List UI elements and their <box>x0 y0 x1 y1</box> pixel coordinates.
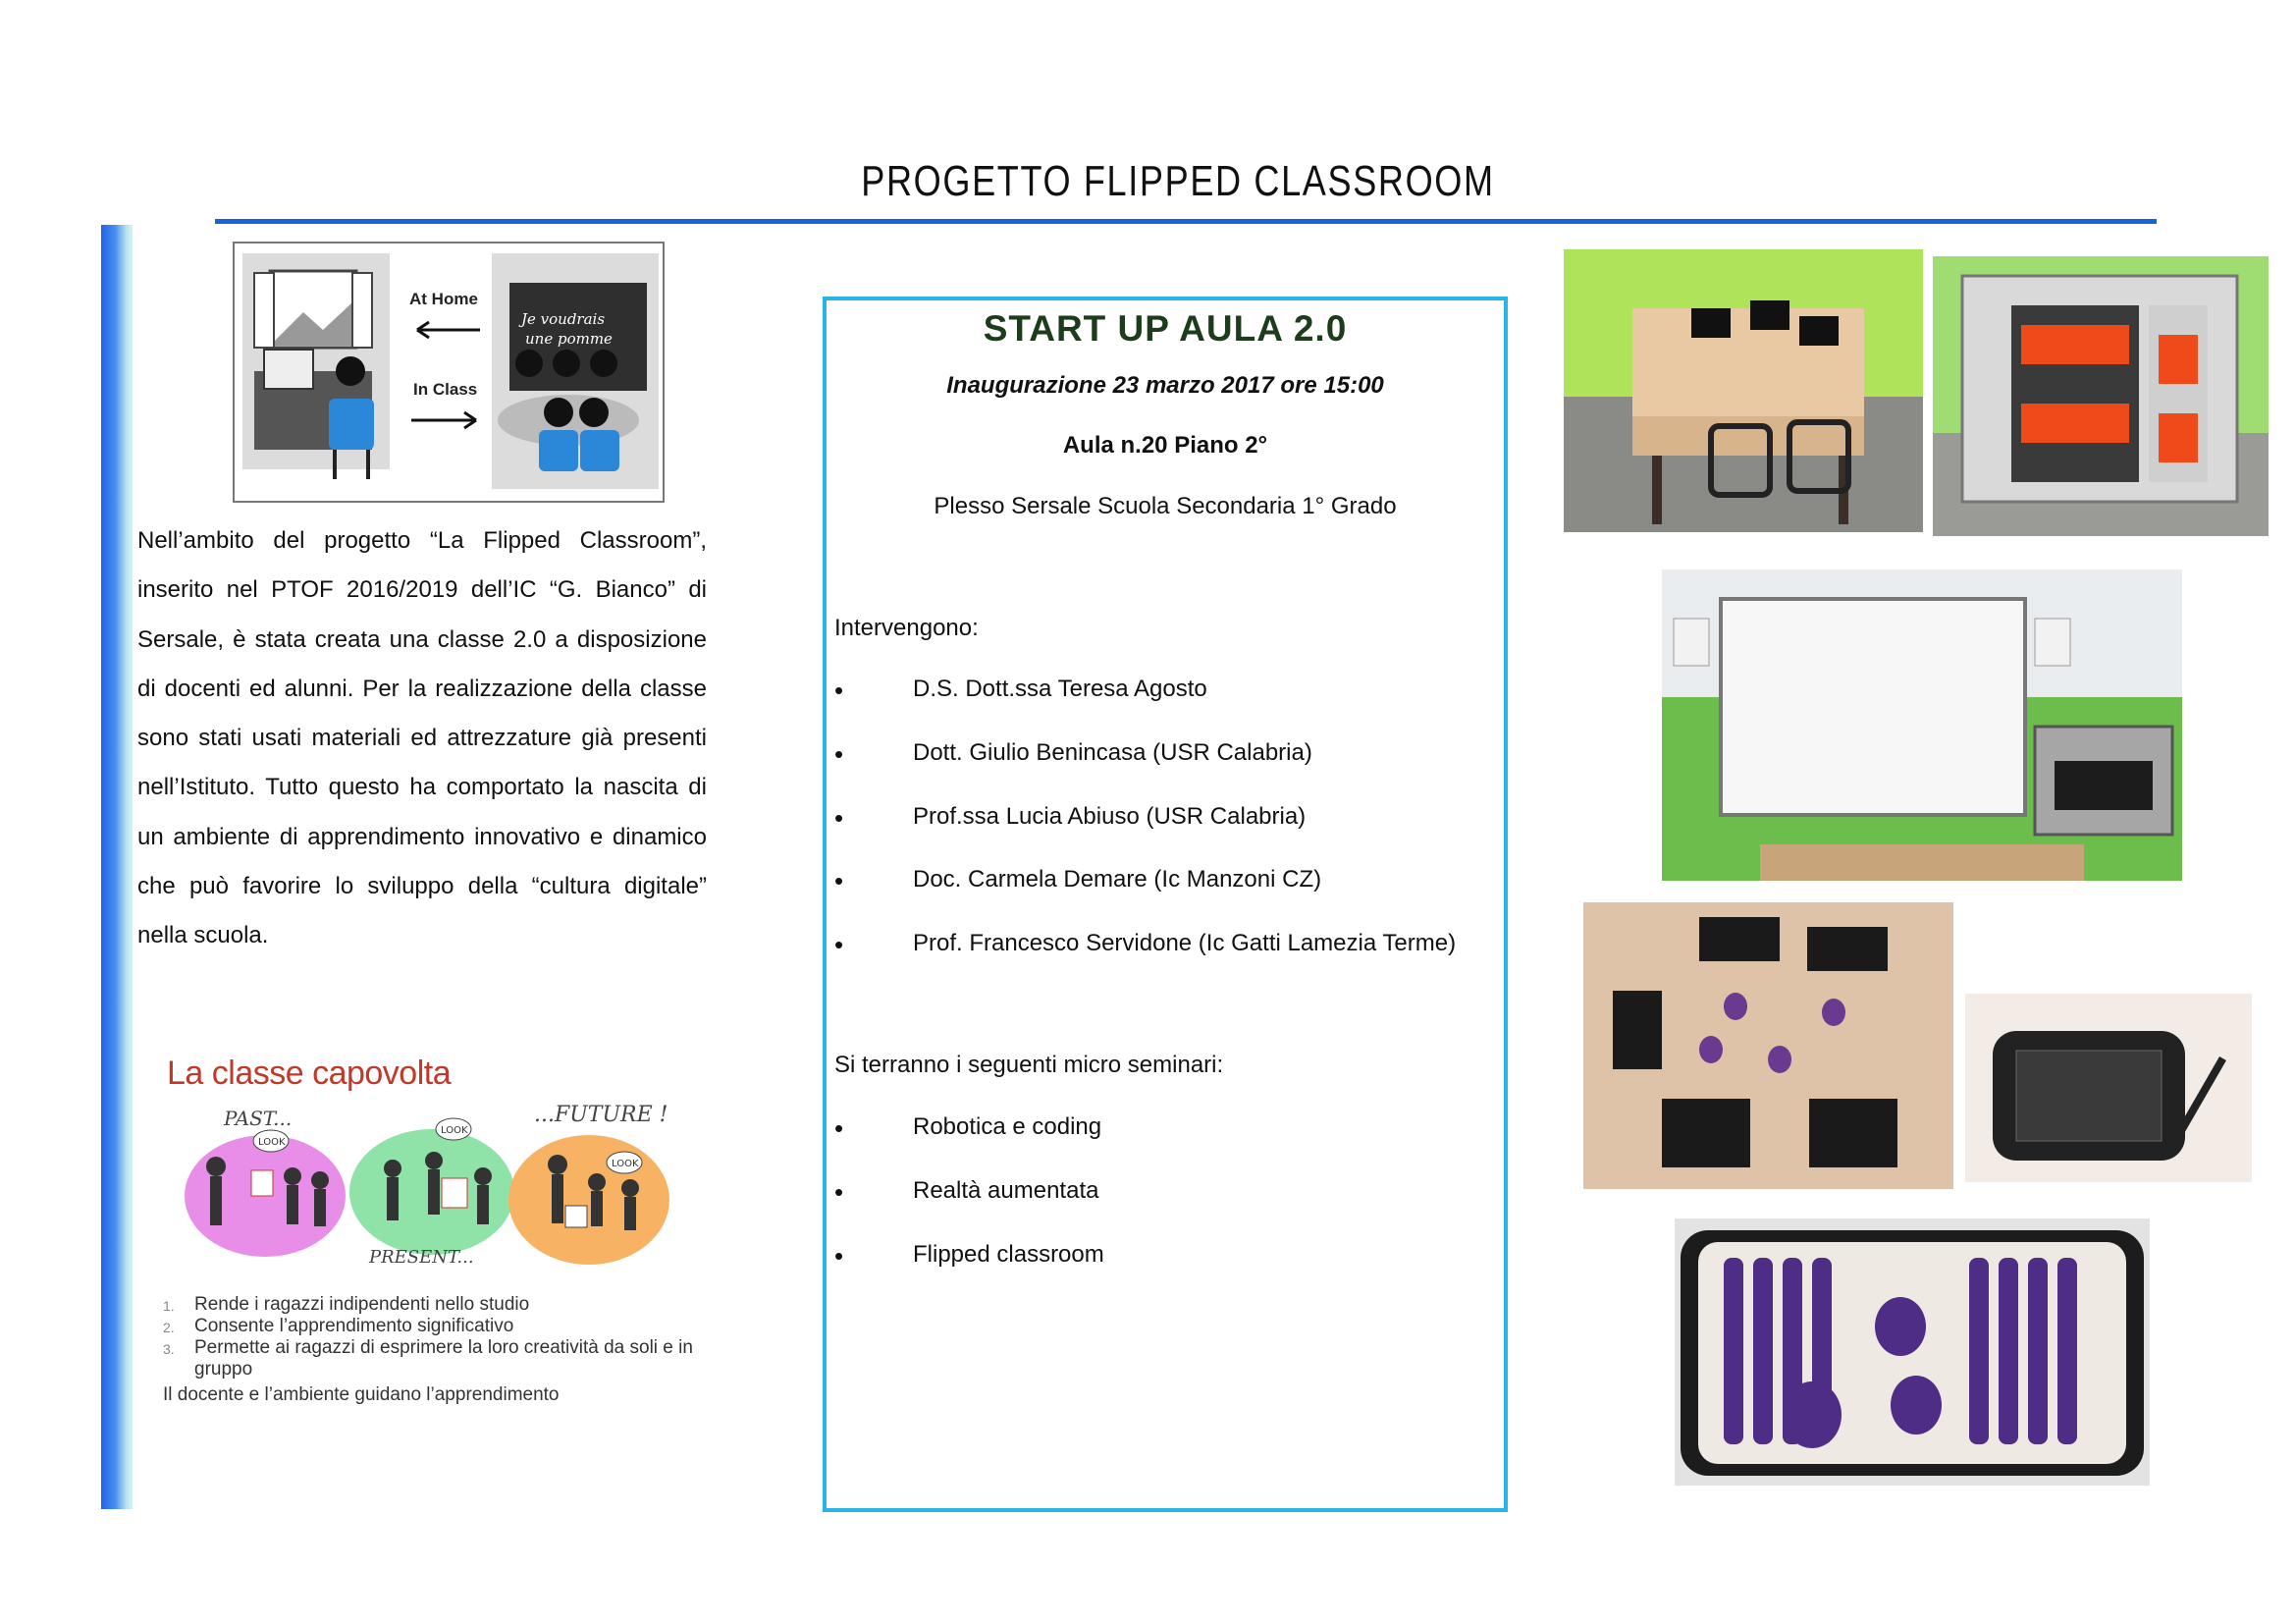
list-item: 1. Rende i ragazzi indipendenti nello studio <box>163 1294 530 1315</box>
list-item: 2. Consente l’apprendimento significativo <box>163 1316 514 1336</box>
past-label: PAST... <box>224 1107 293 1130</box>
at-home-label: At Home <box>409 290 478 308</box>
photo-classroom-desks <box>1564 249 1923 532</box>
present-label: PRESENT... <box>369 1247 474 1268</box>
photo-netbooks-and-robots <box>1583 902 1953 1189</box>
event-heading: START UP AULA 2.0 <box>983 308 1348 349</box>
event-plesso: Plesso Sersale Scuola Secondaria 1° Grado <box>934 493 1397 519</box>
decorative-side-bar <box>101 225 133 1509</box>
flipped-diagram-image <box>233 242 665 503</box>
svg-text:LOOK: LOOK <box>612 1159 639 1169</box>
svg-text:Je voudrais: Je voudrais <box>521 310 606 328</box>
capovolta-title: La classe capovolta <box>167 1055 452 1092</box>
event-room: Aula n.20 Piano 2° <box>1062 432 1268 459</box>
capovolta-benefits-list <box>163 1294 693 1406</box>
past-present-future-cartoon <box>177 1098 677 1278</box>
intro-paragraph: Nell’ambito del progetto “La Flipped Classroom”, inserito nel PTOF 2016/2019 dell’IC “G. Bianco” di Sersale, è stata creata una classe 2.0 a disposizione di docenti ed alunni. Per la realizzazione della classe sono stati usati materiali ed attrezzature già presenti nell’Istituto. Tutto questo ha comportato la nascita di un ambiente di apprendimento innovativo e dinamico che può favorire lo sviluppo della “cultura digitale” nella scuola. <box>137 527 707 949</box>
photo-robot-kit-case <box>1675 1218 2150 1486</box>
page-title: PROGETTO FLIPPED CLASSROOM <box>861 157 1495 205</box>
event-date: Inaugurazione 23 marzo 2017 ore 15:00 <box>946 372 1384 399</box>
photo-charging-cabinet <box>1933 256 2269 536</box>
title-underline <box>215 219 2157 224</box>
seminars-label: Si terranno i seguenti micro seminari: <box>834 1052 1224 1078</box>
svg-text:une pomme: une pomme <box>525 330 613 348</box>
list-item: 3. Permette ai ragazzi di esprimere la loro creatività da soli e in gruppo <box>163 1337 693 1380</box>
photo-graphics-tablet <box>1965 994 2252 1182</box>
future-label: ...FUTURE ! <box>534 1103 668 1127</box>
photo-interactive-whiteboard <box>1662 569 2182 881</box>
svg-text:LOOK: LOOK <box>441 1125 468 1136</box>
speakers-label: Intervengono: <box>834 615 979 641</box>
in-class-label: In Class <box>413 380 478 399</box>
teacher-line: Il docente e l’ambiente guidano l’apprendimento <box>163 1384 560 1405</box>
svg-text:LOOK: LOOK <box>258 1137 286 1148</box>
event-info-box <box>823 297 1508 1512</box>
